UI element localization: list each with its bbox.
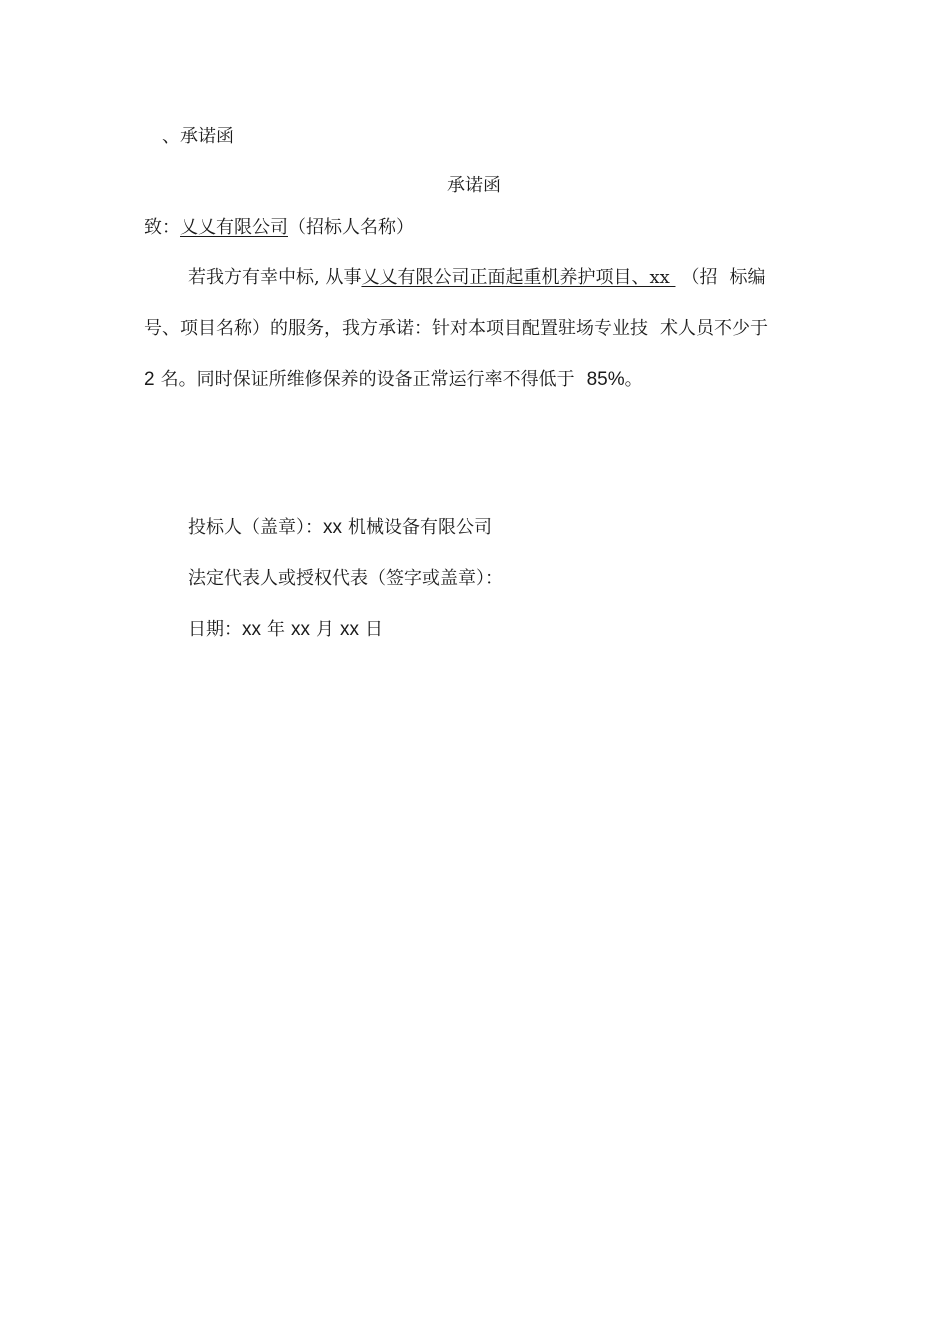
body-line-1 [188, 267, 765, 289]
bidder-xx: xx [323, 517, 342, 538]
date-label: 日期： [188, 619, 242, 640]
project-name: 乂乂有限公司正面起重机养护项目、xx [361, 267, 676, 288]
date-year-unit: 年 [267, 619, 285, 640]
date-day-unit: 日 [365, 619, 383, 640]
bidder-line [188, 517, 492, 539]
staff-count: 2 [144, 369, 155, 390]
body-line-3-end: 。 [624, 369, 643, 390]
body-line-2-b: 术人员不少于 [660, 318, 768, 339]
uptime-percent: 85% [586, 369, 625, 390]
addressee-suffix: （招标人名称） [288, 217, 414, 238]
bidder-company: 机械设备有限公司 [348, 517, 492, 538]
date-line [188, 619, 383, 641]
representative-line: 法定代表人或授权代表（签字或盖章）： [188, 568, 503, 589]
body-line-2-a: 号、项目名称）的服务，我方承诺：针对本项目配置驻场专业技 [144, 318, 648, 339]
body-line-1-prefix: 若我方有幸中标, 从事 [188, 267, 362, 288]
addressee-prefix: 致： [144, 217, 180, 238]
bidder-label: 投标人（盖章）： [188, 517, 323, 538]
body-line-2 [144, 318, 768, 340]
date-month-value: xx [291, 619, 310, 640]
document-title: 承诺函 [447, 175, 501, 196]
addressee-line [144, 217, 414, 239]
addressee-company: 乂乂有限公司 [180, 217, 288, 238]
date-month-unit: 月 [316, 619, 334, 640]
date-year-value: xx [242, 619, 261, 640]
body-line-3 [144, 369, 643, 391]
body-line-1-suffix-a: （招 [681, 267, 718, 288]
body-line-3-text: 名。同时保证所维修保养的设备正常运行率不得低于 [160, 369, 575, 390]
section-heading: 、承诺函 [162, 126, 234, 147]
date-day-value: xx [340, 619, 359, 640]
body-line-1-suffix-b: 标编 [729, 267, 766, 288]
